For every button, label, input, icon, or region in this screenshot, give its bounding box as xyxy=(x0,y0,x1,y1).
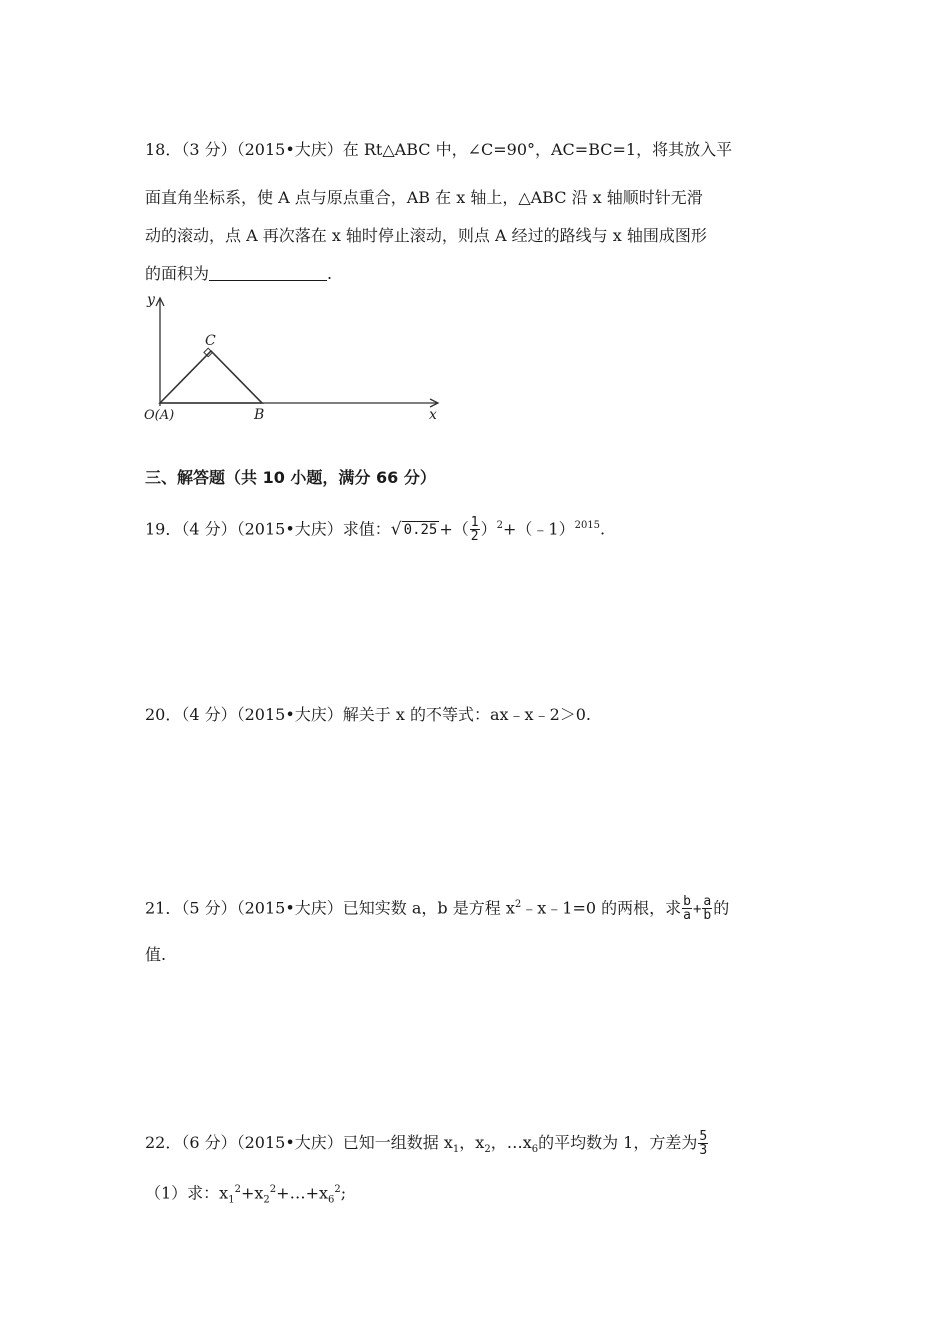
right-angle-mark xyxy=(204,348,212,356)
q21-mid: ﹣x﹣1=0 的两根，求 xyxy=(521,898,682,918)
q19-prefix: 19．（4 分）（2015•大庆）求值： xyxy=(145,519,391,539)
q22-text: ，x xyxy=(459,1133,485,1152)
rolling-triangle-figure xyxy=(140,290,450,425)
fraction-denominator: b xyxy=(703,908,712,924)
fraction-half xyxy=(470,516,480,543)
q22-text: ，…x xyxy=(490,1133,532,1152)
fraction-denominator: 3 xyxy=(699,1143,708,1158)
subscript: 2 xyxy=(484,1144,491,1156)
q19-plus-2: +（﹣1） xyxy=(503,519,575,539)
fraction-variance xyxy=(698,1130,708,1157)
x-axis-label: x xyxy=(429,407,437,423)
q21-prefix: 21．（5 分）（2015•大庆）已知实数 a，b 是方程 x xyxy=(145,898,515,918)
q21-exponent: 2 xyxy=(514,899,522,910)
fraction-numerator: a xyxy=(703,894,712,910)
q21-suffix: 的 xyxy=(713,898,730,918)
radical-sign: √ xyxy=(390,519,402,540)
q19-end: . xyxy=(600,519,606,539)
section-heading: 三、解答题（共 10 小题，满分 66 分） xyxy=(145,468,436,487)
q22-part-1 xyxy=(145,1178,346,1213)
point-b-label: B xyxy=(254,407,265,423)
triangle-abc xyxy=(160,351,262,403)
q18-line-4 xyxy=(145,262,332,286)
q20-line: 20．（4 分）（2015•大庆）解关于 x 的不等式：ax﹣x﹣2＞0. xyxy=(145,705,592,724)
fraction-denominator: a xyxy=(683,908,691,924)
subscript: 1 xyxy=(452,1144,460,1156)
q18-line-2: 面直角坐标系，使 A 点与原点重合，AB 在 x 轴上，△ABC 沿 x 轴顺时针无滑 xyxy=(145,188,703,207)
q21-line-2: 值. xyxy=(145,945,167,964)
exponent: 2 xyxy=(334,1184,341,1195)
answer-blank xyxy=(209,264,327,281)
q22-line-1 xyxy=(145,1130,709,1162)
exponent: 2 xyxy=(234,1184,241,1195)
point-o-label: O(A) xyxy=(144,408,175,423)
q22-part1-text: +x xyxy=(240,1183,264,1203)
q22-part1-prefix: （1）求：x xyxy=(145,1183,229,1203)
q22-part1-end: ; xyxy=(340,1183,347,1203)
fraction-numerator: b xyxy=(683,894,691,910)
q21-plus: + xyxy=(692,901,702,918)
q19-line xyxy=(145,514,605,543)
q19-plus-1: +（ xyxy=(439,519,469,539)
q18-line-3: 动的滚动，点 A 再次落在 x 轴时停止滚动，则点 A 经过的路线与 x 轴围成图形 xyxy=(145,226,707,245)
subscript: 6 xyxy=(328,1194,335,1206)
fraction-numerator: 1 xyxy=(470,515,479,531)
y-axis-label: y xyxy=(147,292,155,308)
point-c-label: C xyxy=(205,333,216,349)
q18-line-1: 18．（3 分）（2015•大庆）在 Rt△ABC 中，∠C=90°，AC=BC=1，将其放入平 xyxy=(145,140,733,159)
q22-part1-text: +…+x xyxy=(276,1183,328,1203)
exponent: 2 xyxy=(269,1184,277,1195)
sqrt-value: 0.25 xyxy=(403,522,438,539)
q19-close-paren: ） xyxy=(480,519,497,539)
q22-text: 的平均数为 1，方差为 xyxy=(538,1133,698,1152)
fraction-numerator: 5 xyxy=(699,1129,708,1144)
fraction-denominator: 2 xyxy=(470,529,479,545)
q18-answer-prompt: 的面积为 xyxy=(145,264,210,283)
fraction-a-over-b xyxy=(702,895,712,922)
fraction-b-over-a xyxy=(682,895,692,922)
subscript: 2 xyxy=(263,1194,270,1206)
q19-exponent-2: 2 xyxy=(496,520,503,531)
q22-prefix: 22．（6 分）（2015•大庆）已知一组数据 x xyxy=(145,1133,453,1152)
q18-period: . xyxy=(327,264,333,283)
q19-exponent-2015: 2015 xyxy=(574,520,601,531)
subscript: 1 xyxy=(228,1194,235,1206)
q21-line-1 xyxy=(145,893,729,922)
subscript: 6 xyxy=(531,1144,539,1156)
